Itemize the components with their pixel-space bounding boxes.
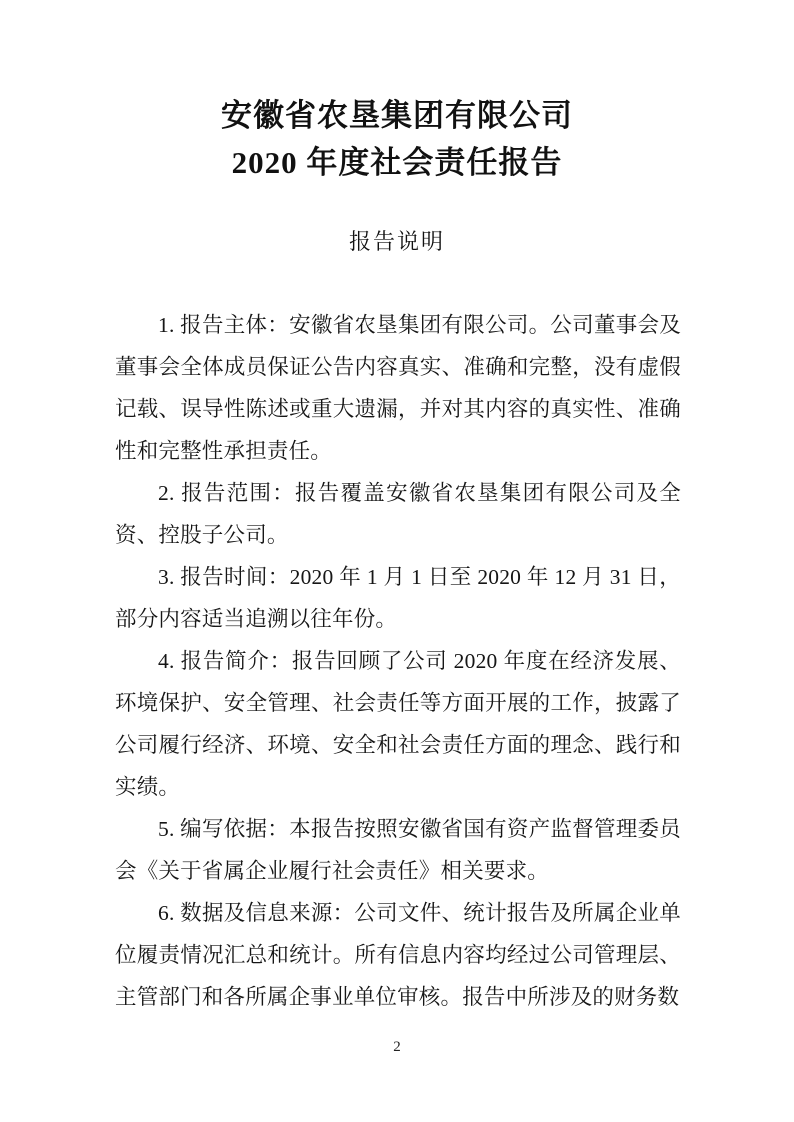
- report-title-line-2: 2020 年度社会责任报告: [231, 145, 563, 180]
- report-paragraph-5: 5. 编写依据：本报告按照安徽省国有资产监督管理委员会《关于省属企业履行社会责任》相关要求。: [115, 817, 681, 883]
- report-paragraph-1: 1. 报告主体：安徽省农垦集团有限公司。公司董事会及董事会全体成员保证公告内容真实、准确和完整，没有虚假记载、误导性陈述或重大遗漏，并对其内容的真实性、准确性和完整性承担责任。: [115, 313, 681, 463]
- report-title-line-1: 安徽省农垦集团有限公司: [221, 98, 573, 133]
- section-heading: 报告说明: [348, 229, 445, 254]
- report-paragraph-2: 2. 报告范围：报告覆盖安徽省农垦集团有限公司及全资、控股子公司。: [115, 481, 681, 547]
- report-paragraph-4: 4. 报告简介：报告回顾了公司 2020 年度在经济发展、环境保护、安全管理、社会责任等方面开展的工作，披露了公司履行经济、环境、安全和社会责任方面的理念、践行和实绩。: [115, 649, 681, 799]
- report-body: [115, 304, 681, 1018]
- page-number: 2: [393, 1039, 401, 1055]
- report-paragraph-6: 6. 数据及信息来源：公司文件、统计报告及所属企业单位履责情况汇总和统计。所有信息内容均经过公司管理层、主管部门和各所属企事业单位审核。报告中所涉及的财务数: [115, 901, 681, 1009]
- report-title: [0, 92, 794, 186]
- report-paragraph-3: 3. 报告时间：2020 年 1 月 1 日至 2020 年 12 月 31 日，部分内容适当追溯以往年份。: [115, 565, 681, 631]
